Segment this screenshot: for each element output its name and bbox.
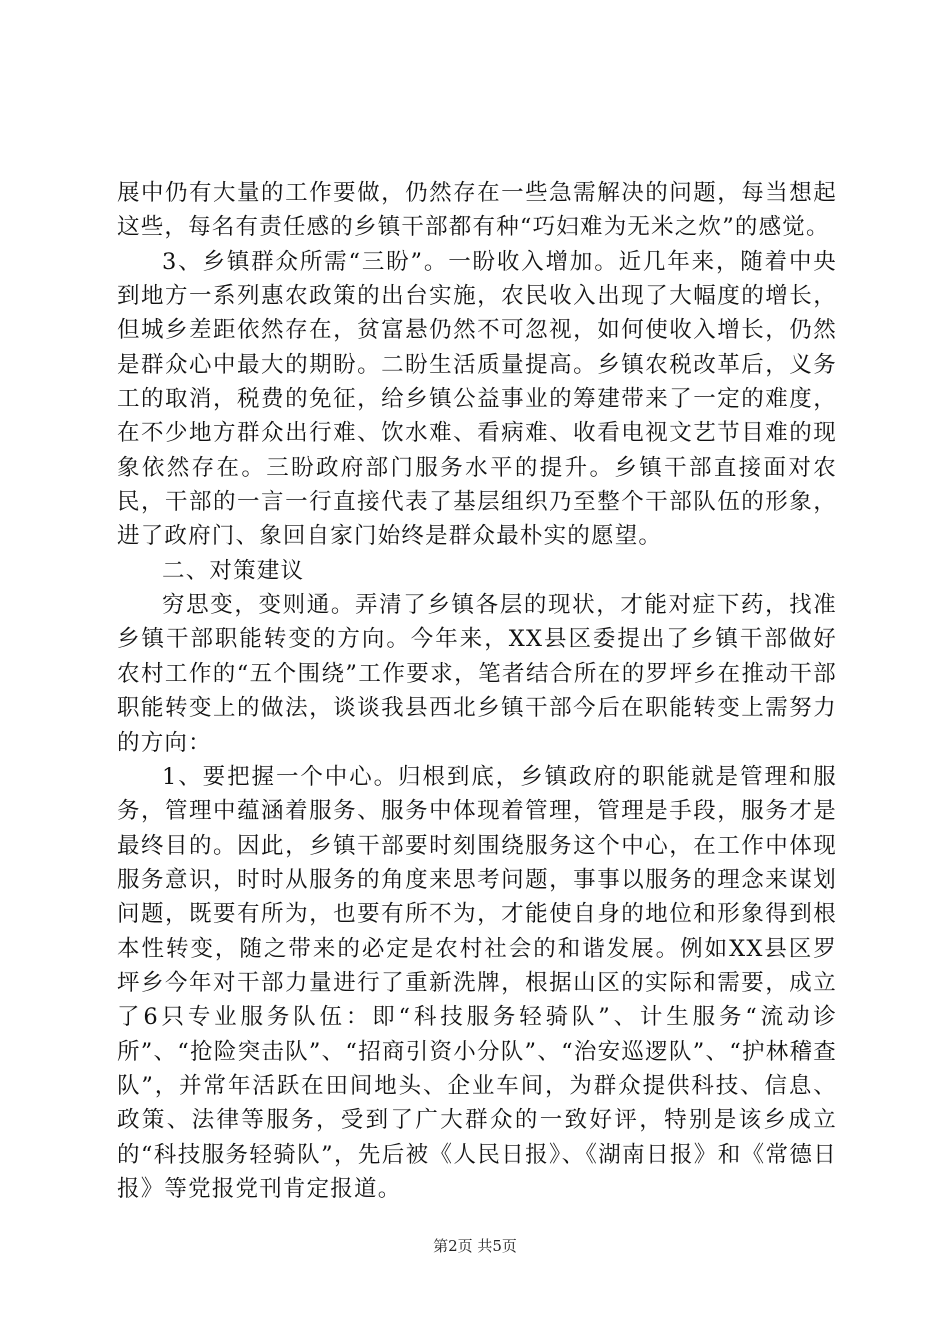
paragraph-three-hopes: 3、乡镇群众所需“三盼”。一盼收入增加。近几年来，随着中央到地方一系列惠农政策的出台实施，农民收入出现了大幅度的增长，但城乡差距依然存在，贫富悬仍然不可忽视，如何使收入增长，仍然是群众心中最大的期盼。二盼生活质量提高。乡镇农税改革后，义务工的取消，税费的免征，给乡镇公益事业的筹建带来了一定的难度，在不少地方群众出行难、饮水难、看病难、收看电视文艺节目难的现象依然存在。三盼政府部门服务水平的提升。乡镇干部直接面对农民，干部的一言一行直接代表了基层组织乃至整个干部队伍的形象，进了政府门、象回自家门始终是群众最朴实的愿望。 — [117, 248, 837, 550]
body-text — [117, 176, 837, 1206]
page-number-footer: 第2页 共5页 — [433, 1237, 517, 1255]
paragraph-continuation: 展中仍有大量的工作要做，仍然存在一些急需解决的问题，每当想起这些，每名有责任感的乡镇干部都有种“巧妇难为无米之炊”的感觉。 — [117, 180, 837, 241]
paragraph-one-center: 1、要把握一个中心。归根到底，乡镇政府的职能就是管理和服务，管理中蕴涵着服务、服务中体现着管理，管理是手段，服务才是最终目的。因此，乡镇干部要时刻围绕服务这个中心，在工作中体现服务意识，时时从服务的角度来思考问题，事事以服务的理念来谋划问题，既要有所为，也要有所不为，才能使自身的地位和形象得到根本性转变，随之带来的必定是农村社会的和谐发展。例如XX县区罗坪乡今年对干部力量进行了重新洗牌，根据山区的实际和需要，成立了6只专业服务队伍：即“科技服务轻骑队”、计生服务“流动诊所”、“抢险突击队”、“招商引资小分队”、“治安巡逻队”、“护林稽查队”，并常年活跃在田间地头、企业车间，为群众提供科技、信息、政策、法律等服务，受到了广大群众的一致好评，特别是该乡成立的“科技服务轻骑队”，先后被《人民日报》、《湖南日报》和《常德日报》等党报党刊肯定报道。 — [117, 763, 837, 1202]
paragraph-countermeasures-intro: 穷思变，变则通。弄清了乡镇各层的现状，才能对症下药，找准乡镇干部职能转变的方向。今年来，XX县区委提出了乡镇干部做好农村工作的“五个围绕”工作要求，笔者结合所在的罗坪乡在推动干部职能转变上的做法，谈谈我县西北乡镇干部今后在职能转变上需努力的方向： — [117, 592, 837, 756]
section-heading-countermeasures: 二、对策建议 — [162, 557, 305, 584]
